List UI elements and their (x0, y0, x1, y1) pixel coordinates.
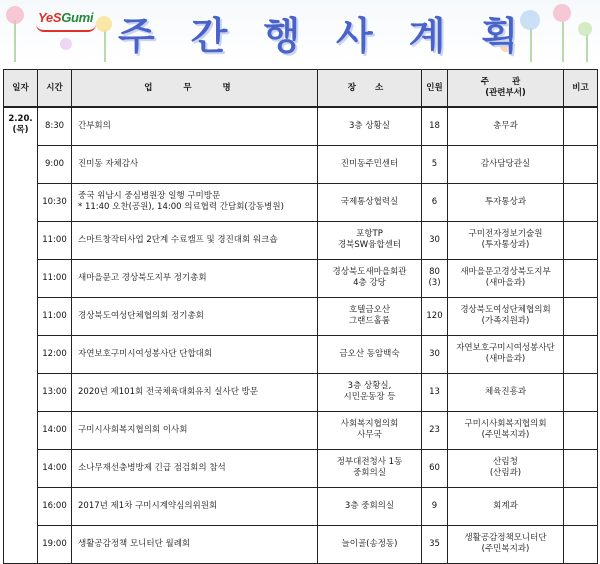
dept-cell: 구미시사회복지협의회 (주민복지과) (448, 411, 564, 449)
schedule-body (4, 107, 598, 563)
event-cell: 소나무재선충병방제 긴급 점검회의 참석 (72, 449, 318, 487)
decor-stem (14, 20, 16, 62)
people-cell: 80 (3) (422, 259, 448, 297)
people-cell: 120 (422, 297, 448, 335)
header-note: 비고 (564, 70, 598, 108)
note-cell (564, 183, 598, 221)
place-cell: 경상북도새마을회관 4층 강당 (318, 259, 422, 297)
note-cell (564, 487, 598, 525)
table-row (4, 297, 598, 335)
logo-swoosh (36, 24, 96, 32)
header-people: 인원 (422, 70, 448, 108)
dept-cell: 감사담당관실 (448, 145, 564, 183)
flower-decor-icon (6, 6, 24, 24)
people-cell: 35 (422, 525, 448, 563)
flower-decor-icon (60, 38, 72, 50)
table-row (4, 145, 598, 183)
title-char: 획 (481, 13, 518, 58)
table-row (4, 183, 598, 221)
note-cell (564, 525, 598, 563)
event-cell: 스마트창작터사업 2단계 수료캠프 및 경진대회 워크숍 (72, 221, 318, 259)
table-row (4, 107, 598, 145)
yes-gumi-logo (38, 10, 93, 25)
decor-stem (104, 30, 106, 62)
title-char: 간 (190, 13, 228, 58)
people-cell: 30 (422, 335, 448, 373)
note-cell (564, 259, 598, 297)
time-cell: 13:00 (38, 373, 72, 411)
time-cell: 14:00 (38, 449, 72, 487)
table-row (4, 449, 598, 487)
header-dept-sub: (관련부서) (485, 88, 526, 98)
time-cell: 12:00 (38, 335, 72, 373)
title-char: 주 (118, 13, 155, 58)
page-title (118, 6, 518, 58)
flower-decor-icon (520, 10, 540, 30)
logo-gumi-text: Gumi (61, 10, 94, 25)
dept-cell: 투자통상과 (448, 183, 564, 221)
dept-cell: 생활공감정책모니터단 (주민복지과) (448, 525, 564, 563)
note-cell (564, 221, 598, 259)
dept-cell: 산림청 (산림과) (448, 449, 564, 487)
dept-cell: 회계과 (448, 487, 564, 525)
dept-cell: 체육진흥과 (448, 373, 564, 411)
event-cell: 간부회의 (72, 107, 318, 145)
time-cell: 16:00 (38, 487, 72, 525)
place-cell: 국제통상협력실 (318, 183, 422, 221)
people-cell: 9 (422, 487, 448, 525)
people-cell: 60 (422, 449, 448, 487)
header-dept (448, 70, 564, 108)
time-cell: 9:00 (38, 145, 72, 183)
dept-cell: 총무과 (448, 107, 564, 145)
title-char: 행 (263, 13, 301, 58)
title-char: 사 (335, 13, 373, 58)
place-cell: 금오산 동암백숙 (318, 335, 422, 373)
note-cell (564, 449, 598, 487)
event-cell: 새마을문고 경상북도지부 정기총회 (72, 259, 318, 297)
time-cell: 8:30 (38, 107, 72, 145)
note-cell (564, 411, 598, 449)
event-cell: 경상북도여성단체협의회 정기총회 (72, 297, 318, 335)
time-cell: 19:00 (38, 525, 72, 563)
time-cell: 11:00 (38, 297, 72, 335)
event-cell: 자연보호구미시여성봉사단 단합대회 (72, 335, 318, 373)
table-header-row (4, 70, 598, 108)
people-cell: 30 (422, 221, 448, 259)
note-cell (564, 107, 598, 145)
table-row (4, 221, 598, 259)
flower-decor-icon (553, 4, 571, 22)
place-cell: 사회복지협의회 사무국 (318, 411, 422, 449)
place-cell: 호텔금오산 그랜드홀룸 (318, 297, 422, 335)
people-cell: 5 (422, 145, 448, 183)
header-time: 시간 (38, 70, 72, 108)
note-cell (564, 145, 598, 183)
header-place: 장 소 (318, 70, 422, 108)
decor-stem (562, 22, 564, 62)
header-date: 일자 (4, 70, 38, 108)
table-row (4, 373, 598, 411)
dept-cell: 새마을문고경상북도지부 (새마을과) (448, 259, 564, 297)
event-cell: 중국 위남시 중심병원장 일행 구미방문 * 11:40 오찬(공원), 14:00 의료협력 간담회(강동병원) (72, 183, 318, 221)
people-cell: 13 (422, 373, 448, 411)
title-char: 계 (408, 13, 446, 58)
place-cell: 늘이골(송정동) (318, 525, 422, 563)
people-cell: 6 (422, 183, 448, 221)
date-cell: 2.20. (목) (4, 107, 38, 563)
people-cell: 23 (422, 411, 448, 449)
people-cell: 18 (422, 107, 448, 145)
note-cell (564, 335, 598, 373)
decor-stem (586, 34, 588, 62)
dept-cell: 경상북도여성단체협의회 (가족지원과) (448, 297, 564, 335)
note-cell (564, 373, 598, 411)
time-cell: 11:00 (38, 221, 72, 259)
dept-cell: 자연보호구미시여성봉사단 (새마을과) (448, 335, 564, 373)
place-cell: 진미동주민센터 (318, 145, 422, 183)
table-row (4, 411, 598, 449)
table-row (4, 335, 598, 373)
note-cell (564, 297, 598, 335)
table-row (4, 487, 598, 525)
schedule-table (3, 69, 598, 564)
event-cell: 구미시사회복지협의회 이사회 (72, 411, 318, 449)
event-cell: 진미동 자체감사 (72, 145, 318, 183)
decor-stem (530, 28, 532, 62)
header-banner (0, 0, 600, 62)
time-cell: 11:00 (38, 259, 72, 297)
header-event: 업 무 명 (72, 70, 318, 108)
flower-decor-icon (96, 16, 112, 32)
dept-cell: 구미전자정보기술원 (투자통상과) (448, 221, 564, 259)
place-cell: 3층 상황실, 시민운동장 등 (318, 373, 422, 411)
header-dept-main: 주 관 (480, 77, 531, 87)
event-cell: 생활공감정책 모니터단 월례회 (72, 525, 318, 563)
table-row (4, 259, 598, 297)
flower-decor-icon (578, 22, 592, 36)
table-row (4, 525, 598, 563)
event-cell: 2017년 제1차 구미시계약심의위원회 (72, 487, 318, 525)
place-cell: 3층 상황실 (318, 107, 422, 145)
logo-yes-text: YeS (38, 10, 62, 25)
place-cell: 포항TP 경북SW융합센터 (318, 221, 422, 259)
place-cell: 정부대전청사 1동 중회의실 (318, 449, 422, 487)
time-cell: 10:30 (38, 183, 72, 221)
event-cell: 2020년 제101회 전국체육대회유치 실사단 방문 (72, 373, 318, 411)
place-cell: 3층 중회의실 (318, 487, 422, 525)
time-cell: 14:00 (38, 411, 72, 449)
